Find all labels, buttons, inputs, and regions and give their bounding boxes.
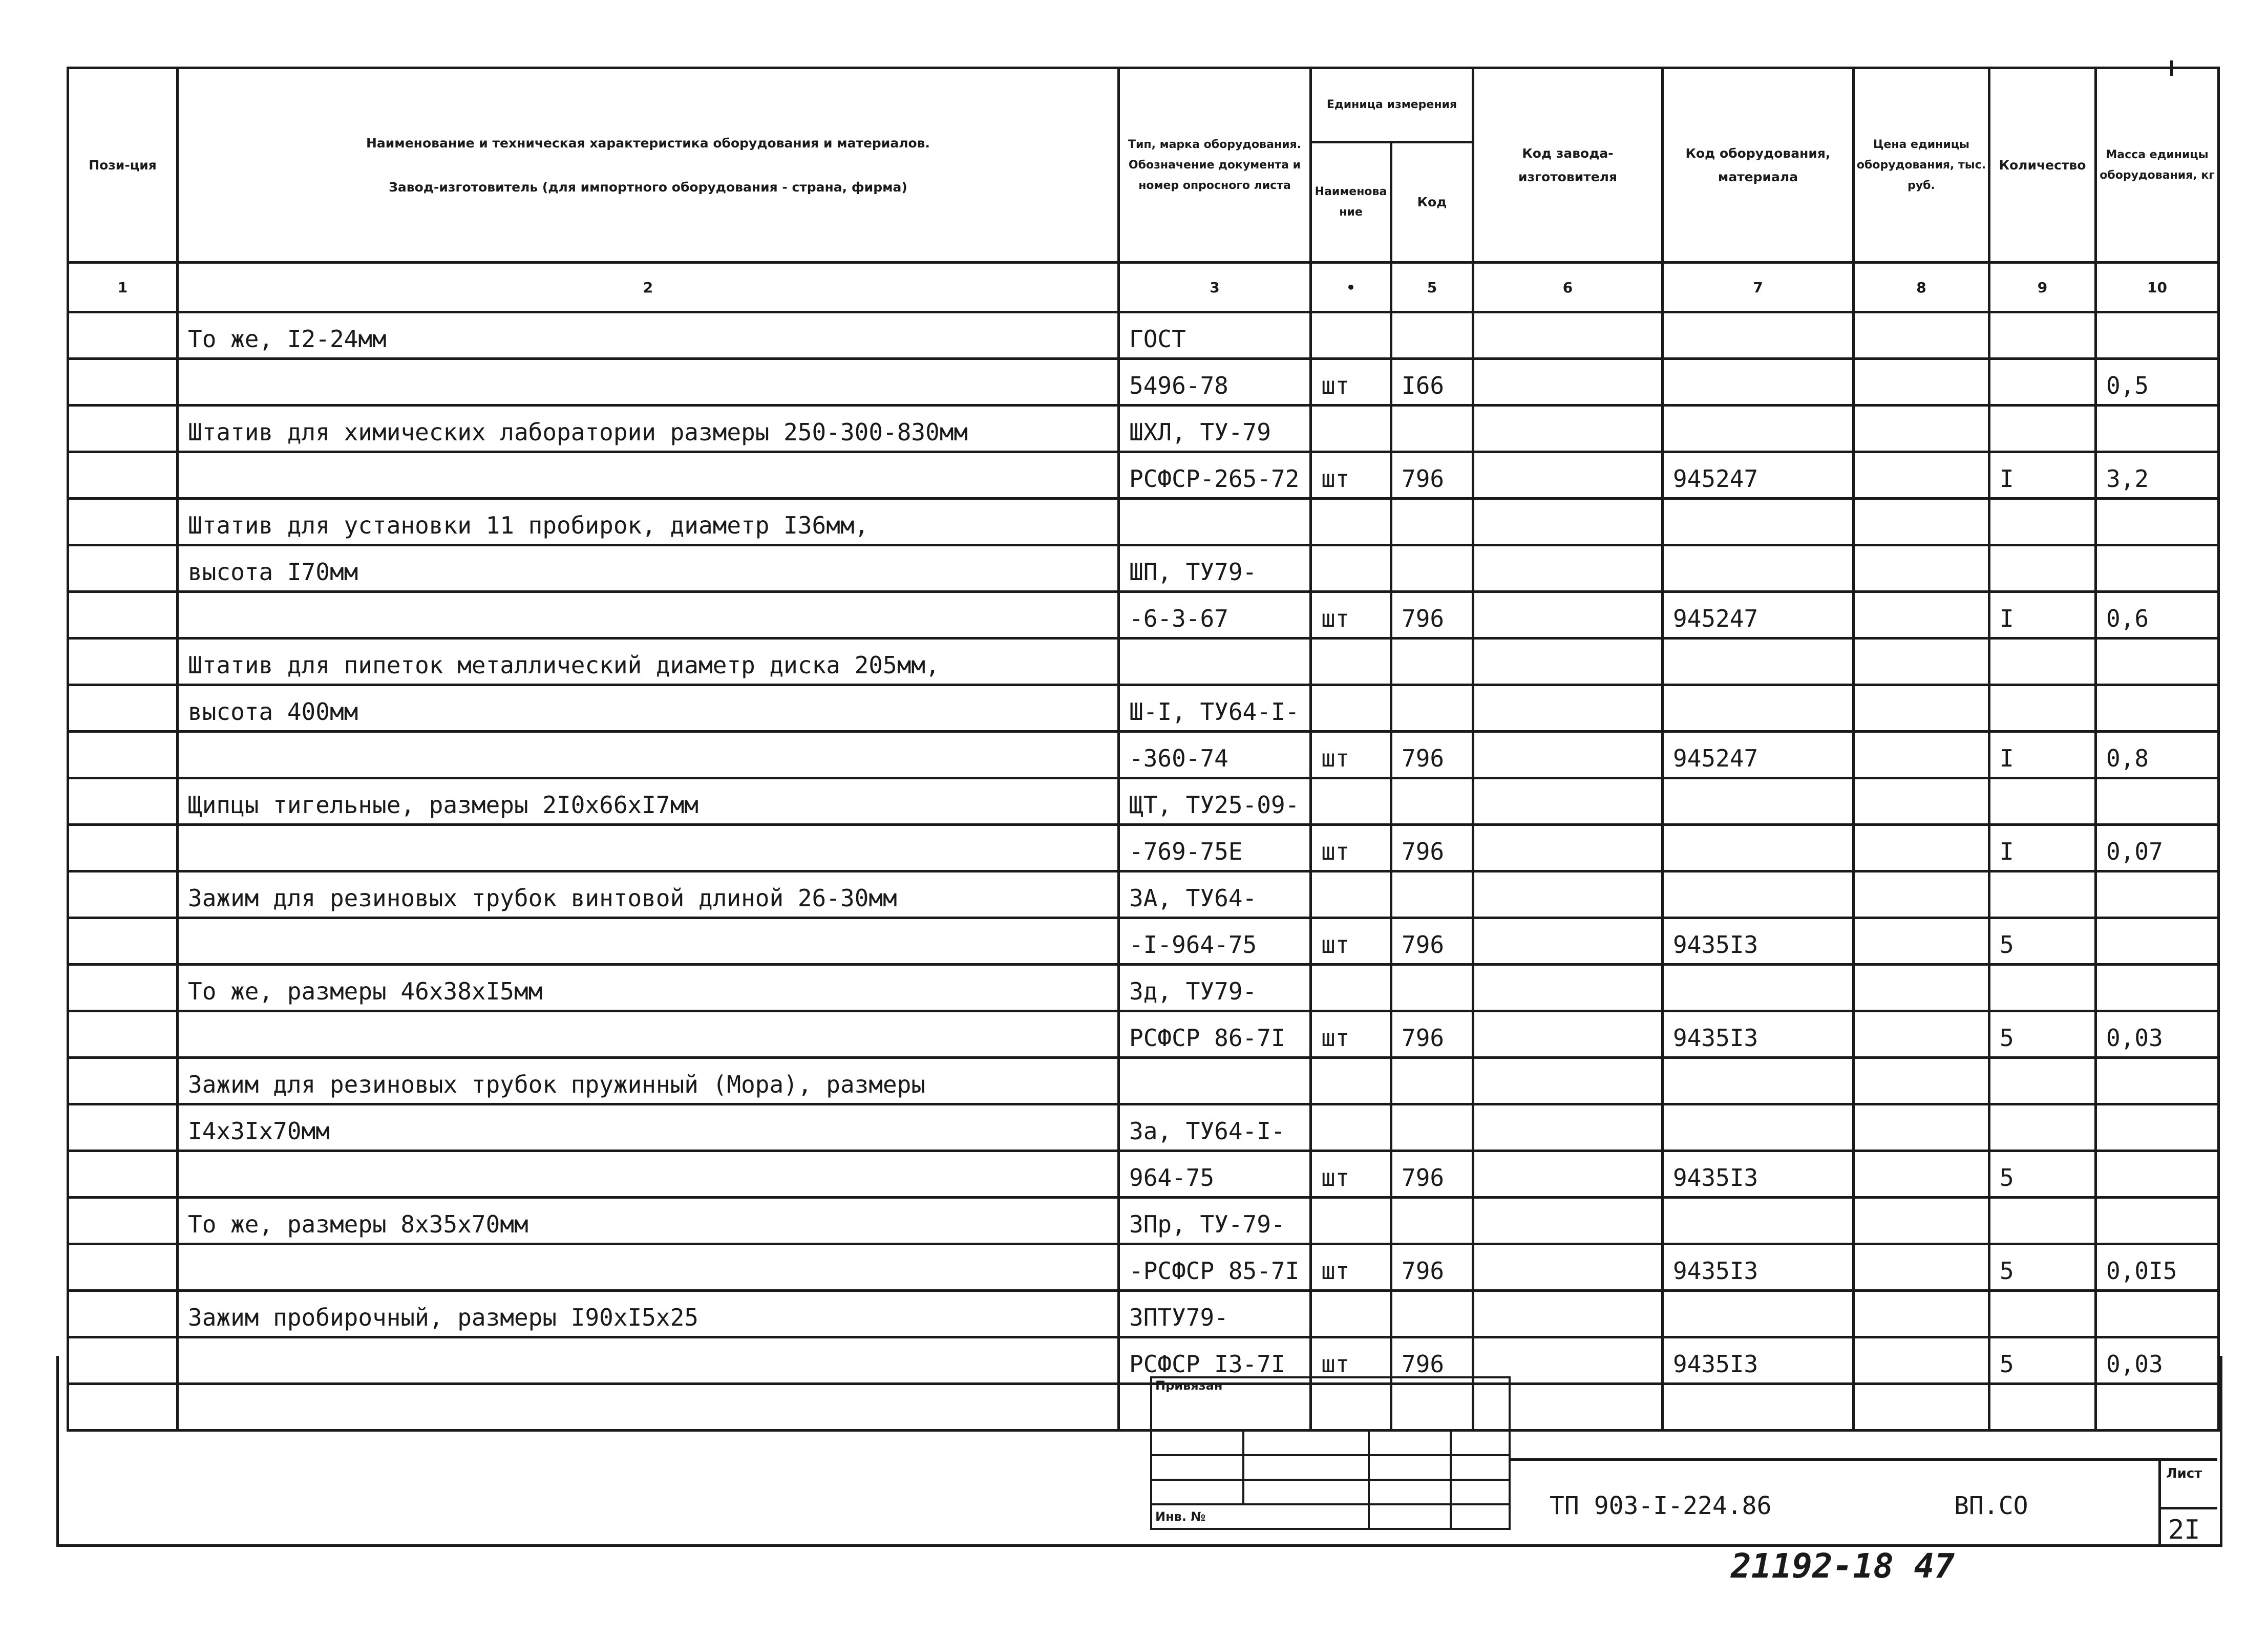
row-position bbox=[68, 685, 178, 732]
row-mass: 0,8 bbox=[2096, 732, 2219, 778]
row-quantity bbox=[1989, 499, 2096, 545]
row-unit-code bbox=[1391, 1058, 1473, 1104]
row-type: ЩТ, ТУ25-09- bbox=[1119, 778, 1311, 825]
row-position bbox=[68, 638, 178, 685]
col-num-3: 3 bbox=[1119, 263, 1311, 312]
row-equipment-code bbox=[1663, 685, 1854, 732]
row-equipment-code bbox=[1663, 359, 1854, 406]
table-row bbox=[68, 1244, 2219, 1291]
header-unit-name: Наименование bbox=[1311, 142, 1391, 263]
row-name bbox=[178, 1011, 1119, 1058]
header-price: Цена единицы оборудования, тыс. руб. bbox=[1854, 68, 1989, 263]
row-type: РСФСР-265-72 bbox=[1119, 452, 1311, 499]
row-mass bbox=[2096, 1198, 2219, 1244]
row-type: ЗА, ТУ64- bbox=[1119, 871, 1311, 918]
row-unit bbox=[1311, 638, 1391, 685]
row-unit-code bbox=[1391, 406, 1473, 452]
header-factory-code: Код завода-изготовителя bbox=[1473, 68, 1663, 263]
table-row bbox=[68, 592, 2219, 638]
row-name bbox=[178, 452, 1119, 499]
table-row bbox=[68, 825, 2219, 871]
row-name: То же, размеры 46x38xI5мм bbox=[178, 965, 1119, 1011]
col-num-6: 6 bbox=[1473, 263, 1663, 312]
row-equipment-code bbox=[1663, 825, 1854, 871]
row-unit: шт bbox=[1311, 825, 1391, 871]
row-equipment-code bbox=[1663, 406, 1854, 452]
row-quantity bbox=[1989, 359, 2096, 406]
row-unit-code: 796 bbox=[1391, 732, 1473, 778]
row-position bbox=[68, 499, 178, 545]
row-price bbox=[1854, 825, 1989, 871]
row-factory-code bbox=[1473, 732, 1663, 778]
row-name: То же, I2-24мм bbox=[178, 312, 1119, 359]
row-name bbox=[178, 1244, 1119, 1291]
row-mass bbox=[2096, 685, 2219, 732]
row-equipment-code: 945247 bbox=[1663, 592, 1854, 638]
row-position bbox=[68, 1058, 178, 1104]
row-quantity bbox=[1989, 638, 2096, 685]
document-mark: ВП.СО bbox=[1954, 1492, 2028, 1520]
row-unit-code: 796 bbox=[1391, 918, 1473, 965]
row-mass bbox=[2096, 778, 2219, 825]
row-unit bbox=[1311, 1058, 1391, 1104]
row-price bbox=[1854, 732, 1989, 778]
row-position bbox=[68, 871, 178, 918]
row-type: ЗПр, ТУ-79- bbox=[1119, 1198, 1311, 1244]
row-price bbox=[1854, 1058, 1989, 1104]
row-quantity bbox=[1989, 1291, 2096, 1337]
header-type: Тип, марка оборудования. Обозначение документа и номер опросного листа bbox=[1119, 68, 1311, 263]
row-quantity bbox=[1989, 406, 2096, 452]
header-quantity: Количество bbox=[1989, 68, 2096, 263]
row-price bbox=[1854, 965, 1989, 1011]
row-type: За, ТУ64-I- bbox=[1119, 1104, 1311, 1151]
row-quantity: I bbox=[1989, 825, 2096, 871]
stamp-inventory-label: Инв. № bbox=[1151, 1504, 1369, 1529]
table-row bbox=[68, 918, 2219, 965]
row-unit-code bbox=[1391, 1198, 1473, 1244]
row-type bbox=[1119, 638, 1311, 685]
row-price bbox=[1854, 359, 1989, 406]
row-mass bbox=[2096, 1058, 2219, 1104]
row-equipment-code bbox=[1663, 1058, 1854, 1104]
table-row bbox=[68, 1011, 2219, 1058]
row-unit-code bbox=[1391, 871, 1473, 918]
row-price bbox=[1854, 1011, 1989, 1058]
row-factory-code bbox=[1473, 1104, 1663, 1151]
table-row bbox=[68, 778, 2219, 825]
row-equipment-code bbox=[1663, 499, 1854, 545]
table-row bbox=[68, 499, 2219, 545]
row-factory-code bbox=[1473, 638, 1663, 685]
row-quantity bbox=[1989, 778, 2096, 825]
header-position: Пози-ция bbox=[68, 68, 178, 263]
col-num-1: 1 bbox=[68, 263, 178, 312]
row-factory-code bbox=[1473, 592, 1663, 638]
row-quantity: 5 bbox=[1989, 1244, 2096, 1291]
row-unit-code bbox=[1391, 778, 1473, 825]
col-num-4: • bbox=[1311, 263, 1391, 312]
row-price bbox=[1854, 1151, 1989, 1198]
row-position bbox=[68, 965, 178, 1011]
row-price bbox=[1854, 452, 1989, 499]
row-name bbox=[178, 592, 1119, 638]
row-position bbox=[68, 359, 178, 406]
header-name-line1: Наименование и техническая характеристика оборудования и материалов. bbox=[366, 135, 930, 151]
row-equipment-code: 9435I3 bbox=[1663, 918, 1854, 965]
row-position bbox=[68, 592, 178, 638]
row-factory-code bbox=[1473, 1291, 1663, 1337]
header-unit-code: Код bbox=[1391, 142, 1473, 263]
row-equipment-code bbox=[1663, 1291, 1854, 1337]
row-name: высота 400мм bbox=[178, 685, 1119, 732]
table-row bbox=[68, 1151, 2219, 1198]
row-unit-code bbox=[1391, 545, 1473, 592]
specification-table bbox=[67, 67, 2220, 1432]
row-price bbox=[1854, 545, 1989, 592]
row-name: I4x3Ix70мм bbox=[178, 1104, 1119, 1151]
row-name: То же, размеры 8x35x70мм bbox=[178, 1198, 1119, 1244]
approval-stamp bbox=[1150, 1376, 1509, 1545]
row-type: РСФСР 86-7I bbox=[1119, 1011, 1311, 1058]
row-mass: 3,2 bbox=[2096, 452, 2219, 499]
row-position bbox=[68, 918, 178, 965]
row-name bbox=[178, 825, 1119, 871]
sheet-number: 2I bbox=[2161, 1507, 2217, 1545]
row-quantity bbox=[1989, 685, 2096, 732]
row-unit: шт bbox=[1311, 1011, 1391, 1058]
row-type: ЗПТУ79- bbox=[1119, 1291, 1311, 1337]
row-mass: 0,0I5 bbox=[2096, 1244, 2219, 1291]
row-type: РСФСР I3-7I bbox=[1119, 1337, 1311, 1384]
row-unit bbox=[1311, 685, 1391, 732]
row-position bbox=[68, 545, 178, 592]
document-code: ТП 903-I-224.86 bbox=[1550, 1492, 1772, 1520]
row-type: -6-3-67 bbox=[1119, 592, 1311, 638]
header-name-line2: Завод-изготовитель (для импортного оборудования - страна, фирма) bbox=[389, 179, 907, 195]
row-name: Щипцы тигельные, размеры 2I0x66xI7мм bbox=[178, 778, 1119, 825]
corner-tick bbox=[2170, 60, 2173, 76]
row-price bbox=[1854, 592, 1989, 638]
row-position bbox=[68, 406, 178, 452]
table-row bbox=[68, 1104, 2219, 1151]
row-unit-code: I66 bbox=[1391, 359, 1473, 406]
row-unit-code: 796 bbox=[1391, 592, 1473, 638]
row-quantity bbox=[1989, 545, 2096, 592]
table-row bbox=[68, 1291, 2219, 1337]
sheet-label: Лист bbox=[2166, 1466, 2202, 1481]
row-price bbox=[1854, 638, 1989, 685]
row-name: Штатив для установки 11 пробирок, диаметр I36мм, bbox=[178, 499, 1119, 545]
row-quantity: 5 bbox=[1989, 1151, 2096, 1198]
row-factory-code bbox=[1473, 918, 1663, 965]
table-row bbox=[68, 1058, 2219, 1104]
table-row bbox=[68, 359, 2219, 406]
row-quantity: I bbox=[1989, 732, 2096, 778]
row-factory-code bbox=[1473, 499, 1663, 545]
row-equipment-code bbox=[1663, 1104, 1854, 1151]
row-mass: 0,5 bbox=[2096, 359, 2219, 406]
row-factory-code bbox=[1473, 1244, 1663, 1291]
archive-number: 21192-18 47 bbox=[1731, 1546, 1955, 1586]
row-factory-code bbox=[1473, 545, 1663, 592]
row-price bbox=[1854, 1198, 1989, 1244]
row-price bbox=[1854, 778, 1989, 825]
row-unit bbox=[1311, 1291, 1391, 1337]
row-name bbox=[178, 732, 1119, 778]
row-factory-code bbox=[1473, 1198, 1663, 1244]
col-num-10: 10 bbox=[2096, 263, 2219, 312]
row-quantity: 5 bbox=[1989, 1337, 2096, 1384]
row-type bbox=[1119, 1058, 1311, 1104]
row-equipment-code: 9435I3 bbox=[1663, 1011, 1854, 1058]
row-type: -I-964-75 bbox=[1119, 918, 1311, 965]
row-price bbox=[1854, 685, 1989, 732]
row-equipment-code bbox=[1663, 312, 1854, 359]
row-type: Ш-I, ТУ64-I- bbox=[1119, 685, 1311, 732]
header-mass: Масса единицы оборудования, кг bbox=[2096, 68, 2219, 263]
row-unit bbox=[1311, 499, 1391, 545]
row-unit bbox=[1311, 871, 1391, 918]
row-mass bbox=[2096, 638, 2219, 685]
row-factory-code bbox=[1473, 871, 1663, 918]
row-unit-code: 796 bbox=[1391, 1337, 1473, 1384]
row-mass bbox=[2096, 312, 2219, 359]
row-equipment-code: 945247 bbox=[1663, 732, 1854, 778]
col-num-8: 8 bbox=[1854, 263, 1989, 312]
row-name: высота I70мм bbox=[178, 545, 1119, 592]
row-unit-code: 796 bbox=[1391, 1011, 1473, 1058]
row-quantity bbox=[1989, 312, 2096, 359]
table-row bbox=[68, 452, 2219, 499]
row-type: -360-74 bbox=[1119, 732, 1311, 778]
row-unit: шт bbox=[1311, 918, 1391, 965]
row-equipment-code bbox=[1663, 638, 1854, 685]
row-factory-code bbox=[1473, 359, 1663, 406]
row-equipment-code bbox=[1663, 1198, 1854, 1244]
col-num-5: 5 bbox=[1391, 263, 1473, 312]
row-unit-code bbox=[1391, 965, 1473, 1011]
row-name: Штатив для пипеток металлический диаметр диска 205мм, bbox=[178, 638, 1119, 685]
header-equipment-code: Код оборудования, материала bbox=[1663, 68, 1854, 263]
row-quantity: I bbox=[1989, 452, 2096, 499]
row-position bbox=[68, 452, 178, 499]
row-factory-code bbox=[1473, 778, 1663, 825]
row-unit bbox=[1311, 1104, 1391, 1151]
row-unit: шт bbox=[1311, 592, 1391, 638]
row-mass bbox=[2096, 1151, 2219, 1198]
row-factory-code bbox=[1473, 825, 1663, 871]
row-quantity: 5 bbox=[1989, 1011, 2096, 1058]
row-type: 964-75 bbox=[1119, 1151, 1311, 1198]
row-type bbox=[1119, 499, 1311, 545]
row-equipment-code: 9435I3 bbox=[1663, 1337, 1854, 1384]
row-factory-code bbox=[1473, 406, 1663, 452]
row-mass bbox=[2096, 1291, 2219, 1337]
row-mass bbox=[2096, 871, 2219, 918]
table-row bbox=[68, 312, 2219, 359]
row-price bbox=[1854, 499, 1989, 545]
row-price bbox=[1854, 1244, 1989, 1291]
row-factory-code bbox=[1473, 965, 1663, 1011]
row-unit-code: 796 bbox=[1391, 825, 1473, 871]
row-unit: шт bbox=[1311, 1244, 1391, 1291]
row-name bbox=[178, 1151, 1119, 1198]
row-mass: 0,03 bbox=[2096, 1337, 2219, 1384]
row-equipment-code bbox=[1663, 871, 1854, 918]
row-factory-code bbox=[1473, 1151, 1663, 1198]
row-quantity bbox=[1989, 1104, 2096, 1151]
row-unit-code bbox=[1391, 638, 1473, 685]
row-factory-code bbox=[1473, 1058, 1663, 1104]
row-position bbox=[68, 1104, 178, 1151]
row-unit bbox=[1311, 312, 1391, 359]
table-row bbox=[68, 545, 2219, 592]
table-row bbox=[68, 1198, 2219, 1244]
row-equipment-code bbox=[1663, 965, 1854, 1011]
row-name: Зажим пробирочный, размеры I90xI5x25 bbox=[178, 1291, 1119, 1337]
row-mass bbox=[2096, 499, 2219, 545]
row-price bbox=[1854, 406, 1989, 452]
row-position bbox=[68, 1291, 178, 1337]
row-name: Зажим для резиновых трубок винтовой длиной 26-30мм bbox=[178, 871, 1119, 918]
row-unit-code bbox=[1391, 1291, 1473, 1337]
row-position bbox=[68, 312, 178, 359]
row-equipment-code bbox=[1663, 545, 1854, 592]
row-position bbox=[68, 825, 178, 871]
row-factory-code bbox=[1473, 312, 1663, 359]
row-name: Штатив для химических лаборатории размеры 250-300-830мм bbox=[178, 406, 1119, 452]
row-name: Зажим для резиновых трубок пружинный (Мора), размеры bbox=[178, 1058, 1119, 1104]
row-unit-code bbox=[1391, 312, 1473, 359]
row-unit-code bbox=[1391, 685, 1473, 732]
row-position bbox=[68, 778, 178, 825]
header-name bbox=[178, 68, 1119, 263]
row-unit-code: 796 bbox=[1391, 452, 1473, 499]
row-type: ШХЛ, ТУ-79 bbox=[1119, 406, 1311, 452]
row-quantity bbox=[1989, 1198, 2096, 1244]
table-row bbox=[68, 732, 2219, 778]
row-unit bbox=[1311, 778, 1391, 825]
row-quantity bbox=[1989, 871, 2096, 918]
row-type: -РСФСР 85-7I bbox=[1119, 1244, 1311, 1291]
row-equipment-code: 945247 bbox=[1663, 452, 1854, 499]
row-position bbox=[68, 732, 178, 778]
row-unit bbox=[1311, 406, 1391, 452]
row-unit: шт bbox=[1311, 1337, 1391, 1384]
row-type: 5496-78 bbox=[1119, 359, 1311, 406]
row-unit: шт bbox=[1311, 359, 1391, 406]
row-unit: шт bbox=[1311, 452, 1391, 499]
row-unit bbox=[1311, 545, 1391, 592]
row-quantity bbox=[1989, 965, 2096, 1011]
header-unit-group: Единица измерения bbox=[1311, 68, 1473, 142]
row-mass bbox=[2096, 406, 2219, 452]
row-mass: 0,03 bbox=[2096, 1011, 2219, 1058]
row-type: ШП, ТУ79- bbox=[1119, 545, 1311, 592]
row-position bbox=[68, 1151, 178, 1198]
row-equipment-code: 9435I3 bbox=[1663, 1244, 1854, 1291]
row-factory-code bbox=[1473, 685, 1663, 732]
row-mass: 0,07 bbox=[2096, 825, 2219, 871]
row-price bbox=[1854, 1291, 1989, 1337]
row-name bbox=[178, 359, 1119, 406]
row-unit bbox=[1311, 965, 1391, 1011]
table-row bbox=[68, 871, 2219, 918]
table-row bbox=[68, 965, 2219, 1011]
row-unit: шт bbox=[1311, 732, 1391, 778]
row-factory-code bbox=[1473, 1011, 1663, 1058]
row-price bbox=[1854, 312, 1989, 359]
row-unit-code: 796 bbox=[1391, 1151, 1473, 1198]
row-mass bbox=[2096, 545, 2219, 592]
row-unit bbox=[1311, 1198, 1391, 1244]
row-mass bbox=[2096, 918, 2219, 965]
row-type: -769-75Е bbox=[1119, 825, 1311, 871]
title-block bbox=[1509, 1458, 2217, 1548]
stamp-linked-label: Привязан bbox=[1151, 1377, 1510, 1431]
row-equipment-code: 9435I3 bbox=[1663, 1151, 1854, 1198]
row-unit-code bbox=[1391, 499, 1473, 545]
row-name bbox=[178, 918, 1119, 965]
row-position bbox=[68, 1198, 178, 1244]
table-row bbox=[68, 638, 2219, 685]
row-price bbox=[1854, 918, 1989, 965]
row-mass: 0,6 bbox=[2096, 592, 2219, 638]
col-num-9: 9 bbox=[1989, 263, 2096, 312]
row-mass bbox=[2096, 965, 2219, 1011]
row-unit-code: 796 bbox=[1391, 1244, 1473, 1291]
table-row bbox=[68, 406, 2219, 452]
col-num-7: 7 bbox=[1663, 263, 1854, 312]
row-equipment-code bbox=[1663, 778, 1854, 825]
row-mass bbox=[2096, 1104, 2219, 1151]
row-unit: шт bbox=[1311, 1151, 1391, 1198]
specification-body bbox=[68, 312, 2219, 1431]
header-row bbox=[68, 68, 2219, 142]
table-row bbox=[68, 685, 2219, 732]
row-quantity: 5 bbox=[1989, 918, 2096, 965]
row-position bbox=[68, 1244, 178, 1291]
row-position bbox=[68, 1011, 178, 1058]
row-quantity: I bbox=[1989, 592, 2096, 638]
column-numbers-row bbox=[68, 263, 2219, 312]
row-type: Зд, ТУ79- bbox=[1119, 965, 1311, 1011]
row-quantity bbox=[1989, 1058, 2096, 1104]
row-price bbox=[1854, 871, 1989, 918]
row-price bbox=[1854, 1104, 1989, 1151]
col-num-2: 2 bbox=[178, 263, 1119, 312]
row-unit-code bbox=[1391, 1104, 1473, 1151]
row-type: ГОСТ bbox=[1119, 312, 1311, 359]
row-factory-code bbox=[1473, 452, 1663, 499]
sheet-box bbox=[2158, 1461, 2217, 1545]
